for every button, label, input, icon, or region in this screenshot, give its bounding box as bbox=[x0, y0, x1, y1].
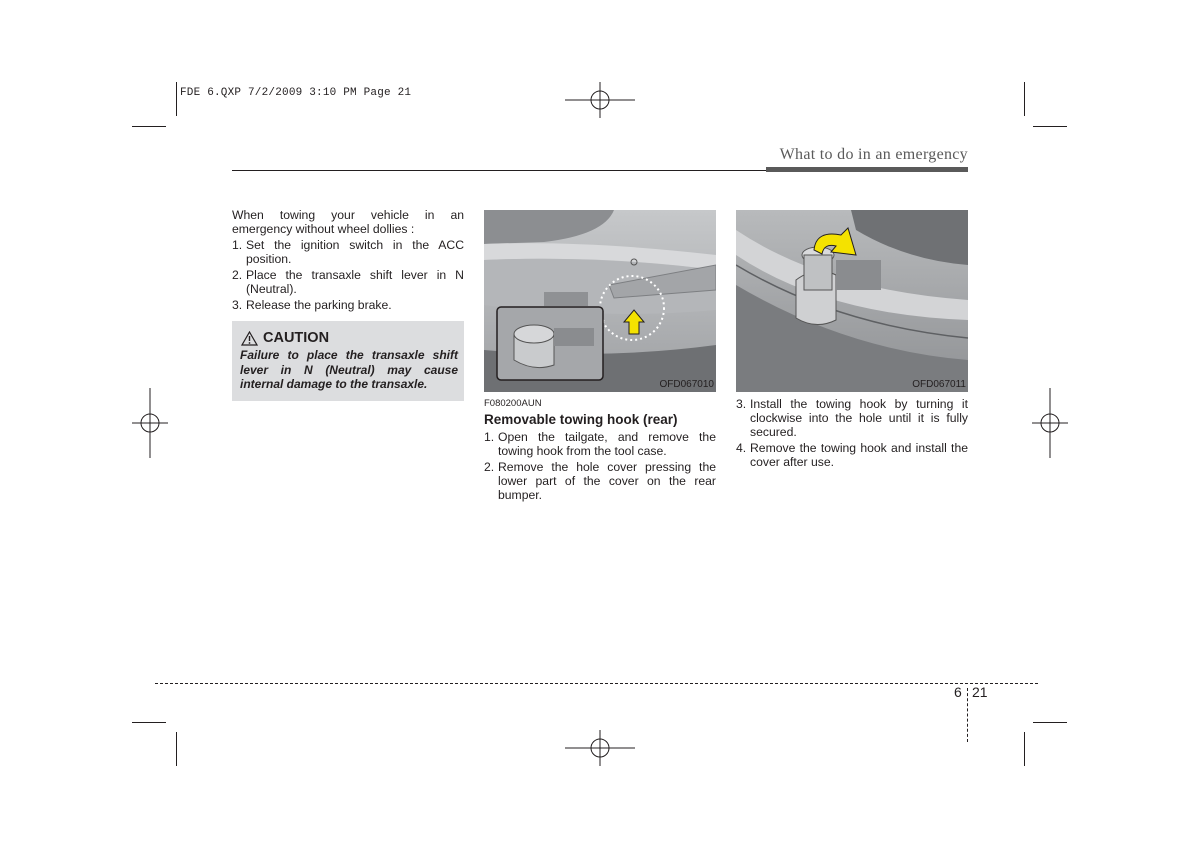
left-column bbox=[232, 208, 464, 314]
caution-title: CAUTION bbox=[263, 330, 330, 346]
list-item: 3. Release the parking brake. bbox=[232, 298, 392, 312]
list-item: 1. Open the tailgate, and remove the towing hook from the tool case. bbox=[484, 430, 716, 458]
warning-triangle-icon bbox=[241, 331, 258, 346]
caution-heading bbox=[241, 330, 329, 346]
left-step-list bbox=[232, 238, 464, 312]
print-slug: FDE 6.QXP 7/2/2009 3:10 PM Page 21 bbox=[180, 87, 412, 99]
intro-text: When towing your vehicle in an emergency without wheel dollies : bbox=[232, 208, 464, 236]
chapter-title: What to do in an emergency bbox=[779, 146, 968, 163]
rear-bumper-illustration bbox=[484, 210, 716, 392]
page-number: 21 bbox=[972, 684, 988, 700]
towing-hook-illustration bbox=[736, 210, 968, 392]
list-item: 3. Install the towing hook by turning it clockwise into the hole until it is fully secured. bbox=[736, 397, 968, 439]
figure-rear-bumper bbox=[484, 210, 716, 392]
middle-column bbox=[484, 397, 716, 504]
figure-towing-hook bbox=[736, 210, 968, 392]
middle-step-list bbox=[484, 430, 716, 502]
registration-mark-bottom bbox=[565, 728, 635, 768]
list-item: 4. Remove the towing hook and install the cover after use. bbox=[736, 441, 968, 469]
registration-mark-left bbox=[130, 388, 170, 458]
section-code: F080200AUN bbox=[484, 398, 542, 409]
right-step-list bbox=[736, 397, 968, 469]
figure-code: OFD067010 bbox=[659, 379, 714, 390]
registration-mark-right bbox=[1030, 388, 1070, 458]
section-heading: Removable towing hook (rear) bbox=[484, 412, 678, 427]
footer-dashed-rule bbox=[155, 683, 1038, 684]
caution-text: Failure to place the transaxle shift lever in N (Neutral) may cause internal damage to the transaxle. bbox=[240, 348, 458, 391]
list-item: 2. Remove the hole cover pressing the lower part of the cover on the rear bumper. bbox=[484, 460, 716, 502]
header-rule-bar bbox=[766, 167, 968, 172]
figure-code: OFD067011 bbox=[912, 379, 966, 390]
caution-box bbox=[232, 321, 464, 401]
registration-mark-top bbox=[565, 80, 635, 120]
right-column bbox=[736, 397, 968, 471]
footer-dashed-divider bbox=[967, 688, 968, 742]
list-item: 2. Place the transaxle shift lever in N (Neutral). bbox=[232, 268, 464, 296]
chapter-number: 6 bbox=[954, 684, 962, 700]
list-item: 1. Set the ignition switch in the ACC position. bbox=[232, 238, 464, 266]
